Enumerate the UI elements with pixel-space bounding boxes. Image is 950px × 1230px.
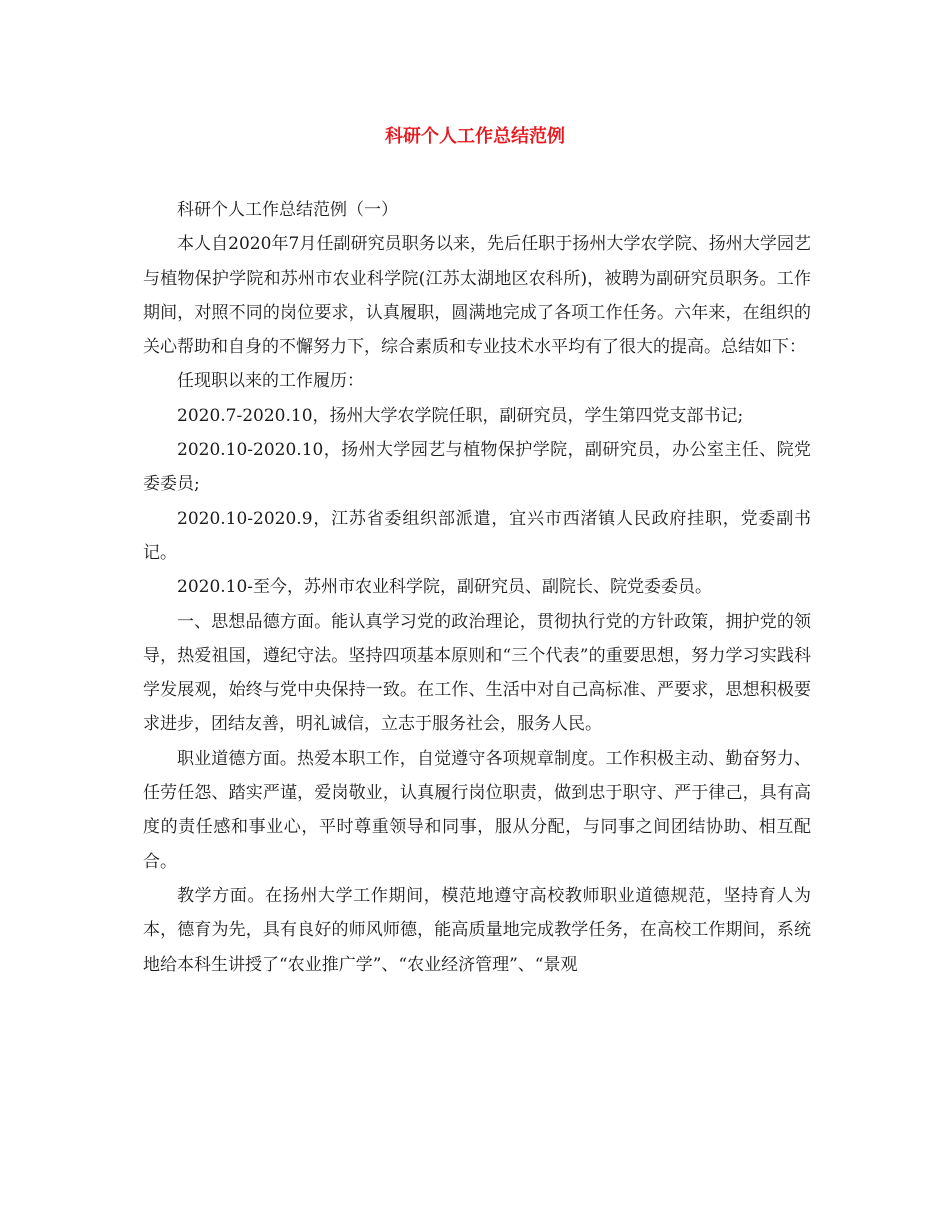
- paragraph: 教学方面。在扬州大学工作期间，模范地遵守高校教师职业道德规范，坚持育人为本，德育为先，具有良好的师风师德，能高质量地完成教学任务，在高校工作期间，系统地给本科生讲授了“农业推广学”、“农业经济管理”、“景观: [143, 885, 811, 975]
- paragraph: 2020.7-2020.10，扬州大学农学院任职，副研究员，学生第四党支部书记;: [177, 405, 744, 426]
- paragraph: 一、思想品德方面。能认真学习党的政治理论，贯彻执行党的方针政策，拥护党的领导，热爱祖国，遵纪守法。坚持四项基本原则和“三个代表”的重要思想，努力学习实践科学发展观，始终与党中央保持一致。在工作、生活中对自己高标准、严要求，思想积极要求进步，团结友善，明礼诚信，立志于服务社会，服务人民。: [143, 611, 811, 735]
- paragraph: 2020.10-至今，苏州市农业科学院，副研究员、副院长、院党委委员。: [177, 577, 713, 598]
- document-title: 科研个人工作总结范例: [385, 126, 565, 147]
- paragraph-subtitle: 科研个人工作总结范例（一）: [177, 200, 398, 220]
- paragraph: 职业道德方面。热爱本职工作，自觉遵守各项规章制度。工作积极主动、勤奋努力、任劳任怨、踏实严谨，爱岗敬业，认真履行岗位职责，做到忠于职守、严于律己，具有高度的责任感和事业心，平时尊重领导和同事，服从分配，与同事之间团结协助、相互配合。: [143, 748, 811, 872]
- paragraph: 本人自2020年7月任副研究员职务以来，先后任职于扬州大学农学院、扬州大学园艺与植物保护学院和苏州市农业科学院(江苏太湖地区农科所)，被聘为副研究员职务。工作期间，对照不同的岗位要求，认真履职，圆满地完成了各项工作任务。六年来，在组织的关心帮助和自身的不懈努力下，综合素质和专业技术水平均有了很大的提高。总结如下：: [143, 234, 811, 358]
- paragraph: 2020.10-2020.10，扬州大学园艺与植物保护学院，副研究员，办公室主任、院党委委员;: [143, 440, 811, 495]
- paragraph: 2020.10-2020.9，江苏省委组织部派遣，宜兴市西渚镇人民政府挂职，党委副书记。: [143, 508, 811, 563]
- paragraph: 任现职以来的工作履历：: [177, 371, 364, 392]
- document-body: [143, 193, 811, 982]
